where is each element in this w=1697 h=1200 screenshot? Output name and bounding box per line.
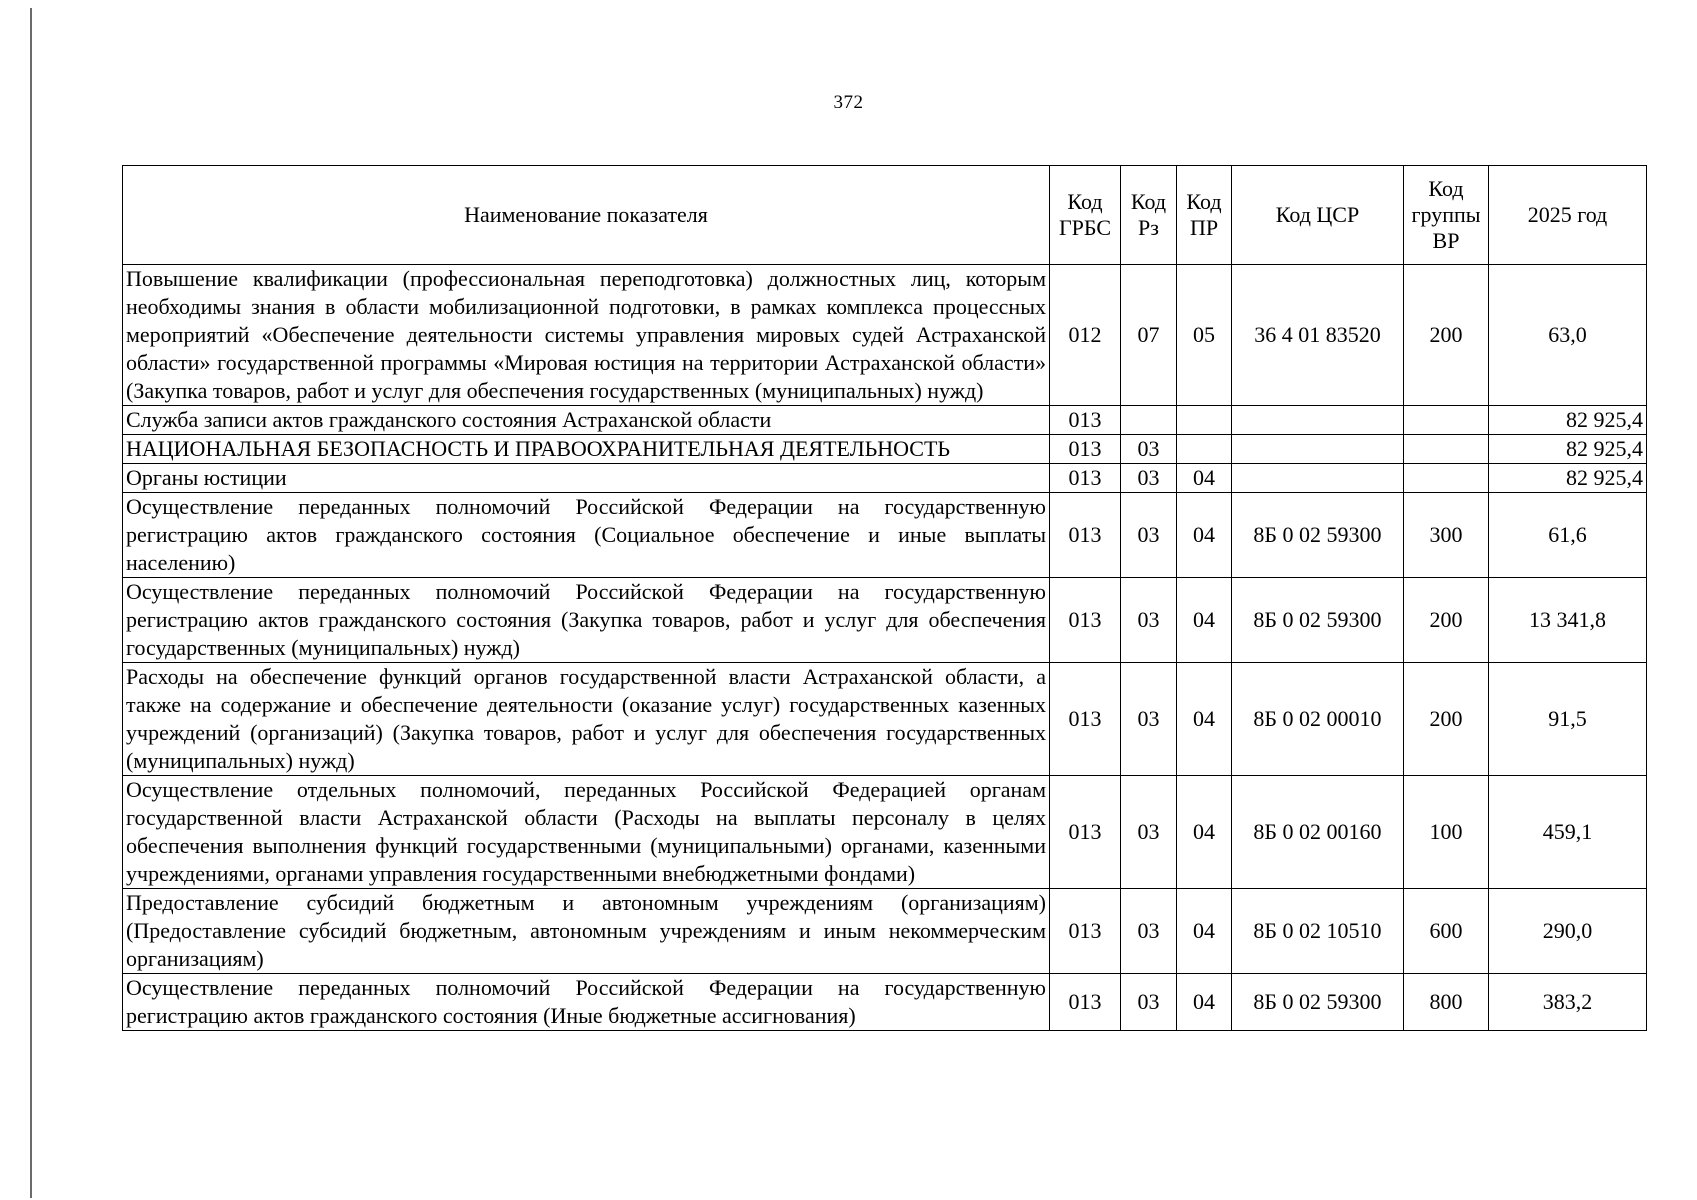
row-name: Служба записи актов гражданского состояния Астраханской области: [123, 406, 1050, 435]
row-vr: 200: [1404, 265, 1489, 406]
row-csr: [1232, 406, 1404, 435]
row-name: Осуществление переданных полномочий Российской Федерации на государственную регистрацию актов гражданского состояния (Социальное обеспечение и иные выплаты населению): [123, 493, 1050, 578]
row-name: Предоставление субсидий бюджетным и автономным учреждениям (организациям) (Предоставление субсидий бюджетным, автономным учреждениям и иным некоммерческим организациям): [123, 889, 1050, 974]
row-rz: 03: [1121, 435, 1177, 464]
row-csr: 8Б 0 02 59300: [1232, 578, 1404, 663]
row-vr: [1404, 406, 1489, 435]
row-vr: 200: [1404, 578, 1489, 663]
row-grbs: 013: [1050, 435, 1121, 464]
row-pr: 04: [1177, 974, 1232, 1031]
table-header-row: [123, 166, 1647, 265]
row-amount: 383,2: [1489, 974, 1647, 1031]
row-vr: [1404, 435, 1489, 464]
row-amount: 13 341,8: [1489, 578, 1647, 663]
row-pr: 04: [1177, 578, 1232, 663]
header-vr: Код группы ВР: [1404, 166, 1489, 265]
row-pr: 04: [1177, 889, 1232, 974]
row-name: Повышение квалификации (профессиональная переподготовка) должностных лиц, которым необходимы знания в области мобилизационной подготовки, в рамках комплекса процессных мероприятий «Обеспечение деятельности системы управления мировых судей Астраханской области» государственной программы «Мировая юстиция на территории Астраханской области» (Закупка товаров, работ и услуг для обеспечения государственных (муниципальных) нужд): [123, 265, 1050, 406]
row-rz: 03: [1121, 464, 1177, 493]
row-grbs: 013: [1050, 493, 1121, 578]
row-csr: 8Б 0 02 10510: [1232, 889, 1404, 974]
row-grbs: 013: [1050, 776, 1121, 889]
row-csr: 8Б 0 02 00010: [1232, 663, 1404, 776]
table-row: [123, 435, 1647, 464]
table-row: [123, 776, 1647, 889]
row-rz: 03: [1121, 889, 1177, 974]
row-name: Осуществление переданных полномочий Российской Федерации на государственную регистрацию актов гражданского состояния (Закупка товаров, работ и услуг для обеспечения государственных (муниципальных) нужд): [123, 578, 1050, 663]
row-name: Осуществление отдельных полномочий, переданных Российской Федерацией органам государственной власти Астраханской области (Расходы на выплаты персоналу в целях обеспечения выполнения функций государственными (муниципальными) органами, казенными учреждениями, органами управления государственными внебюджетными фондами): [123, 776, 1050, 889]
row-amount: 63,0: [1489, 265, 1647, 406]
row-rz: 03: [1121, 663, 1177, 776]
header-name: Наименование показателя: [123, 166, 1050, 265]
row-grbs: 012: [1050, 265, 1121, 406]
header-rz: Код Рз: [1121, 166, 1177, 265]
table-row: [123, 493, 1647, 578]
binding-margin-line: [30, 8, 32, 1198]
row-pr: [1177, 435, 1232, 464]
row-grbs: 013: [1050, 663, 1121, 776]
table-row: [123, 889, 1647, 974]
row-pr: 04: [1177, 493, 1232, 578]
row-rz: [1121, 406, 1177, 435]
header-grbs: Код ГРБС: [1050, 166, 1121, 265]
row-amount: 290,0: [1489, 889, 1647, 974]
row-rz: 03: [1121, 776, 1177, 889]
row-vr: 600: [1404, 889, 1489, 974]
row-amount: 82 925,4: [1489, 406, 1647, 435]
row-name: Органы юстиции: [123, 464, 1050, 493]
row-grbs: 013: [1050, 464, 1121, 493]
row-name: Расходы на обеспечение функций органов государственной власти Астраханской области, а также на содержание и обеспечение деятельности (оказание услуг) государственных казенных учреждений (организаций) (Закупка товаров, работ и услуг для обеспечения государственных (муниципальных) нужд): [123, 663, 1050, 776]
row-vr: 100: [1404, 776, 1489, 889]
row-grbs: 013: [1050, 406, 1121, 435]
table-row: [123, 265, 1647, 406]
row-csr: 8Б 0 02 59300: [1232, 493, 1404, 578]
row-vr: 800: [1404, 974, 1489, 1031]
table-row: [123, 578, 1647, 663]
row-grbs: 013: [1050, 578, 1121, 663]
row-name: НАЦИОНАЛЬНАЯ БЕЗОПАСНОСТЬ И ПРАВООХРАНИТЕЛЬНАЯ ДЕЯТЕЛЬНОСТЬ: [123, 435, 1050, 464]
page-number: 372: [833, 92, 864, 113]
table-row: [123, 663, 1647, 776]
table-row: [123, 464, 1647, 493]
row-pr: 04: [1177, 464, 1232, 493]
table-row: [123, 974, 1647, 1031]
table-row: [123, 406, 1647, 435]
header-year: 2025 год: [1489, 166, 1647, 265]
row-csr: [1232, 435, 1404, 464]
header-csr: Код ЦСР: [1232, 166, 1404, 265]
budget-table: [122, 165, 1647, 1031]
row-csr: 36 4 01 83520: [1232, 265, 1404, 406]
row-name: Осуществление переданных полномочий Российской Федерации на государственную регистрацию актов гражданского состояния (Иные бюджетные ассигнования): [123, 974, 1050, 1031]
row-amount: 82 925,4: [1489, 464, 1647, 493]
row-pr: 05: [1177, 265, 1232, 406]
row-amount: 459,1: [1489, 776, 1647, 889]
row-csr: [1232, 464, 1404, 493]
row-csr: 8Б 0 02 59300: [1232, 974, 1404, 1031]
row-rz: 03: [1121, 974, 1177, 1031]
header-pr: Код ПР: [1177, 166, 1232, 265]
row-amount: 82 925,4: [1489, 435, 1647, 464]
row-grbs: 013: [1050, 974, 1121, 1031]
row-rz: 07: [1121, 265, 1177, 406]
row-vr: 200: [1404, 663, 1489, 776]
row-amount: 61,6: [1489, 493, 1647, 578]
row-pr: 04: [1177, 663, 1232, 776]
row-rz: 03: [1121, 578, 1177, 663]
row-vr: [1404, 464, 1489, 493]
row-vr: 300: [1404, 493, 1489, 578]
row-amount: 91,5: [1489, 663, 1647, 776]
row-grbs: 013: [1050, 889, 1121, 974]
row-csr: 8Б 0 02 00160: [1232, 776, 1404, 889]
row-pr: 04: [1177, 776, 1232, 889]
row-pr: [1177, 406, 1232, 435]
row-rz: 03: [1121, 493, 1177, 578]
